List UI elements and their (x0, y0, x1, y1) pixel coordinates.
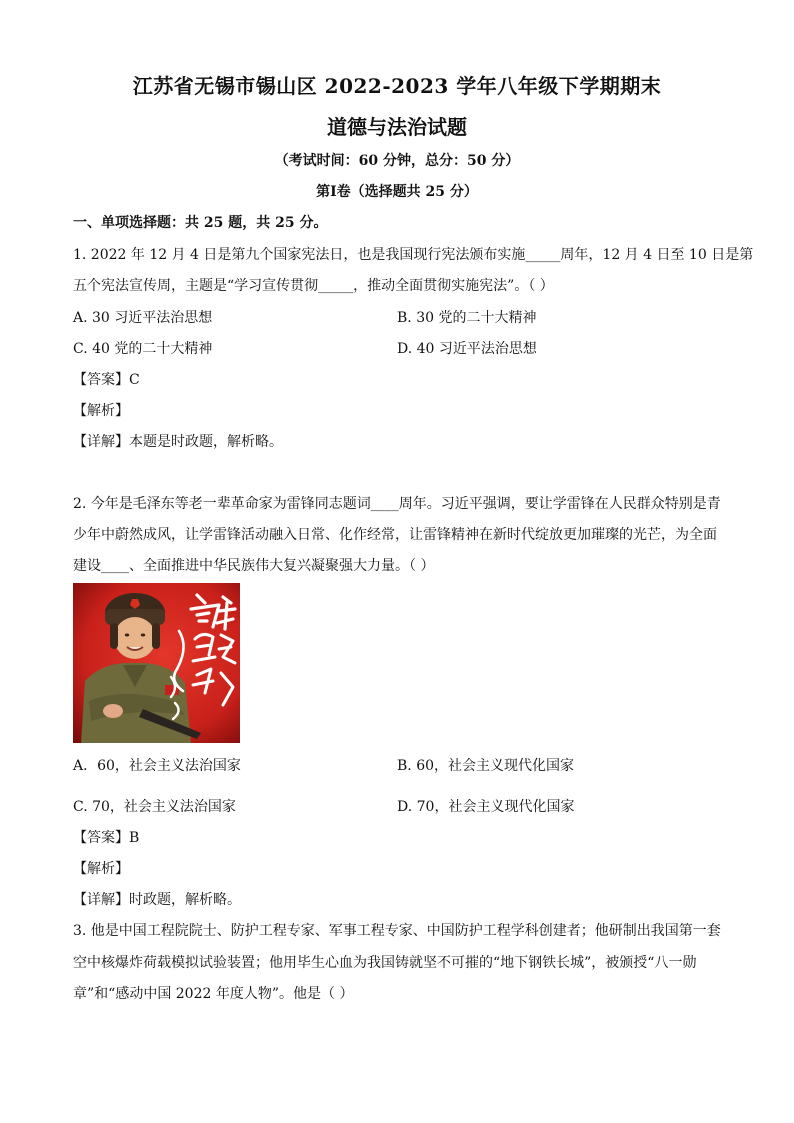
lei-feng-poster-image (73, 583, 240, 743)
answer-value: B (129, 830, 140, 846)
detail-label: 【详解】 (73, 892, 129, 908)
q2-stem-line-1: 2. 今年是毛泽东等老一辈革命家为雷锋同志题词____周年。习近平强调，要让学雷锋在人民群众特别是青 (73, 496, 721, 512)
q3-stem-line-3: 章”和“感动中国 2022 年度人物”。他是（ ） (73, 986, 354, 1002)
exam-time-score: （考试时间：60 分钟，总分：50 分） (274, 153, 520, 169)
q1-stem-line-2: 五个宪法宣传周，主题是“学习宣传贯彻_____，推动全面贯彻实施宪法”。（ ） (73, 278, 554, 294)
q2-analysis-label: 【解析】 (73, 861, 129, 877)
exam-subject: 道德与法治试题 (327, 115, 467, 139)
q1-analysis-label: 【解析】 (73, 403, 129, 419)
answer-label: 【答案】 (73, 830, 129, 846)
exam-title: 江苏省无锡市锡山区 2022-2023 学年八年级下学期期末 (132, 74, 662, 98)
answer-value: C (129, 372, 140, 388)
part-title: 第Ⅰ卷（选择题共 25 分） (316, 184, 478, 200)
q2-option-d: D. 70，社会主义现代化国家 (397, 799, 575, 815)
q1-detail (73, 431, 283, 451)
q2-option-b: B. 60，社会主义现代化国家 (397, 758, 575, 774)
q2-stem-line-3: 建设____、全面推进中华民族伟大复兴凝聚强大力量。（ ） (73, 558, 435, 574)
q1-stem-line-1: 1. 2022 年 12 月 4 日是第九个国家宪法日，也是我国现行宪法颁布实施_____周年，12 月 4 日至 10 日是第 (73, 247, 754, 263)
detail-label: 【详解】 (73, 434, 129, 450)
section-title: 一、单项选择题：共 25 题，共 25 分。 (73, 215, 328, 231)
q2-detail (73, 889, 241, 909)
detail-text: 本题是时政题，解析略。 (129, 434, 283, 450)
q1-option-d: D. 40 习近平法治思想 (397, 341, 537, 357)
q2-option-a: A．60，社会主义法治国家 (73, 758, 241, 774)
answer-label: 【答案】 (73, 372, 129, 388)
q1-option-c: C. 40 党的二十大精神 (73, 341, 213, 357)
q3-stem-line-2: 空中核爆炸荷载模拟试验装置；他用毕生心血为我国铸就坚不可摧的“地下钢铁长城”，被颁授“八一勋 (73, 955, 697, 971)
q1-option-b: B. 30 党的二十大精神 (397, 310, 537, 326)
q2-option-c: C. 70，社会主义法治国家 (73, 799, 236, 815)
detail-text: 时政题，解析略。 (129, 892, 241, 908)
q2-answer (73, 827, 139, 847)
q1-answer (73, 369, 140, 389)
q3-stem-line-1: 3. 他是中国工程院院士、防护工程专家、军事工程专家、中国防护工程学科创建者；他研制出我国第一套 (73, 923, 721, 939)
q1-option-a: A. 30 习近平法治思想 (73, 310, 213, 326)
q2-stem-line-2: 少年中蔚然成风，让学雷锋活动融入日常、化作经常，让雷锋精神在新时代绽放更加璀璨的光芒，为全面 (73, 527, 717, 543)
